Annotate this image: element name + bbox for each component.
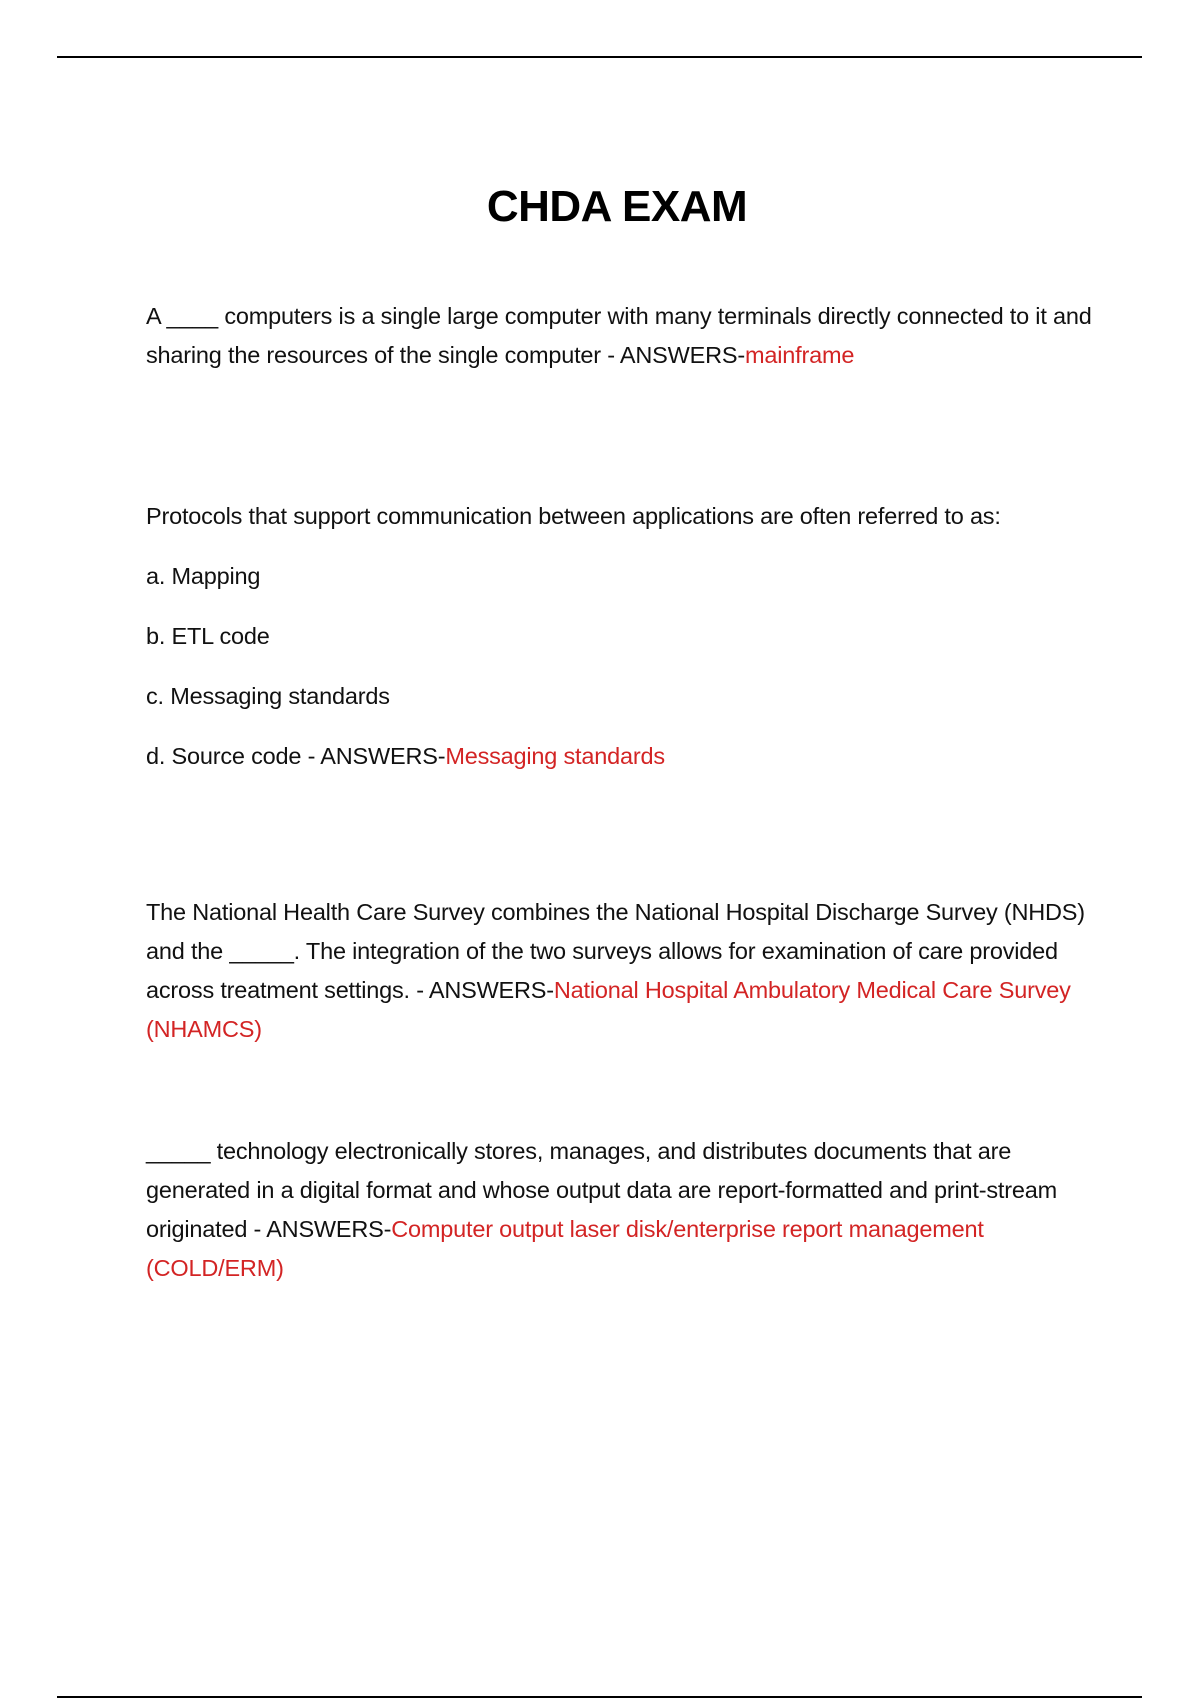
answer-label: - ANSWERS- bbox=[409, 977, 554, 1003]
page-title: CHDA EXAM bbox=[486, 182, 748, 232]
option-a: a. Mapping bbox=[146, 563, 261, 589]
question-text bbox=[146, 297, 1101, 375]
question-text bbox=[146, 893, 1101, 1049]
question-text: Protocols that support communication between applications are often referred to as: bbox=[146, 503, 1001, 529]
question-block-3 bbox=[146, 893, 1101, 1049]
answer-text: mainframe bbox=[744, 342, 855, 368]
answer-label: - ANSWERS- bbox=[301, 743, 446, 769]
option-c: c. Messaging standards bbox=[146, 683, 390, 709]
question-text bbox=[146, 1132, 1101, 1288]
answer-text: National Hospital Ambulatory Medical Care Survey (NHAMCS) bbox=[146, 977, 1071, 1042]
answer-text: Computer output laser disk/enterprise report management (COLD/ERM) bbox=[146, 1216, 984, 1281]
answer-text: Messaging standards bbox=[445, 743, 665, 769]
question-stem: The National Health Care Survey combines the National Hospital Discharge Survey (NHDS) and the _____. The integration of the two surveys allows for examination of care provided across treatment settings. bbox=[146, 899, 1085, 1003]
option-d bbox=[146, 737, 1101, 776]
question-stem: A ____ computers is a single large computer with many terminals directly connected to it and sharing the resources of the single computer bbox=[146, 303, 1092, 368]
question-block-1 bbox=[146, 297, 1101, 375]
option-d-text: d. Source code bbox=[146, 743, 302, 769]
top-rule bbox=[57, 56, 1142, 58]
question-block-4 bbox=[146, 1132, 1101, 1288]
bottom-rule bbox=[57, 1696, 1142, 1698]
question-stem: _____ technology electronically stores, manages, and distributes documents that are generated in a digital format and whose output data are report-formatted and print-stream originated bbox=[146, 1138, 1057, 1242]
question-block-2 bbox=[146, 497, 1101, 776]
option-b: b. ETL code bbox=[146, 623, 270, 649]
answer-label: - ANSWERS- bbox=[247, 1216, 392, 1242]
answer-label: - ANSWERS- bbox=[600, 342, 745, 368]
